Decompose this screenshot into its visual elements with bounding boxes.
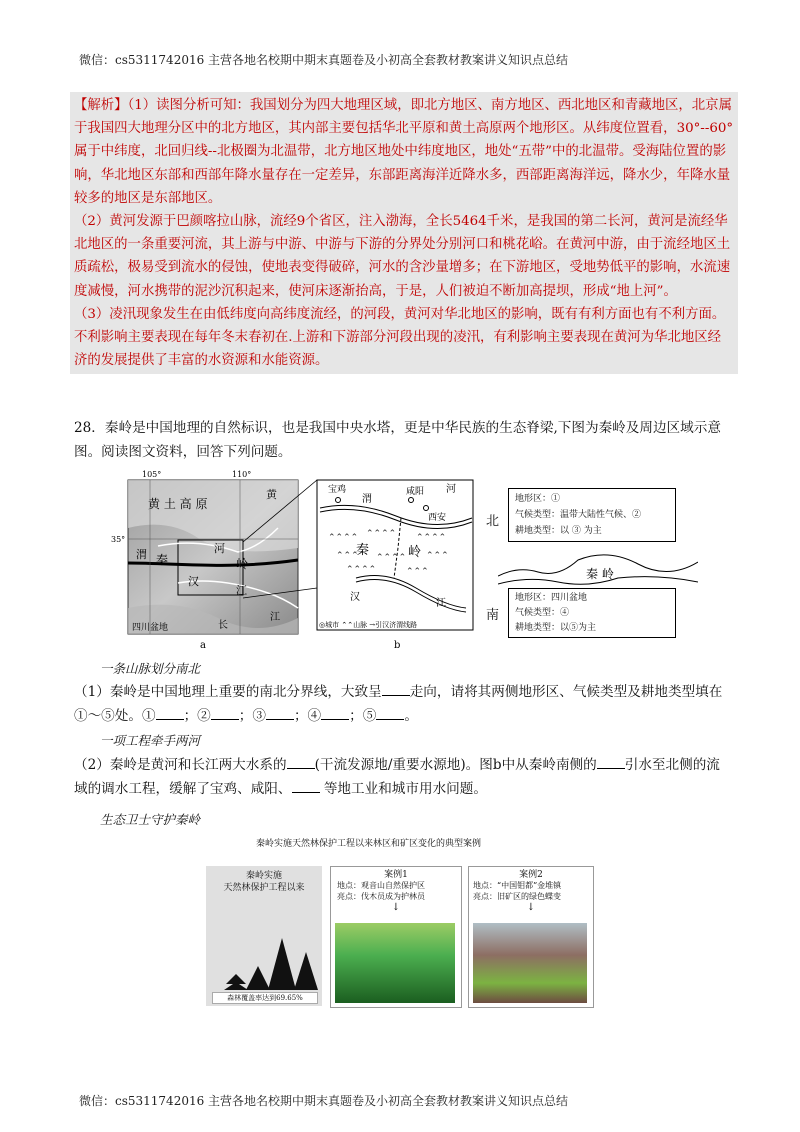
section-3-heading: 生态卫士守护秦岭 [100,812,201,827]
map-a-wei-label: 渭 [136,548,147,561]
svg-text:⌃⌃⌃⌃: ⌃⌃⌃⌃ [346,565,377,575]
map-a-chang-label: 长 [218,620,228,631]
question-2: （2）秦岭是黄河和长江两大水系的 (干流发源地/重要水源地)。图b中从秦岭南侧的 引水至北侧的流域的调水工程，缓解了宝鸡、咸阳、 等地工业和城市用水问题。 [74,757,720,797]
forest-photo [335,923,455,1003]
map-a-han-label: 汉 [188,575,199,588]
svg-text:⌃⌃⌃: ⌃⌃⌃ [336,551,359,561]
analysis-part-1: （1）读图分析可知：我国划分为四大地理区域，即北方地区、南方地区、西北地区和青藏地区，北京属于我国四大地理分区中的北方地区，其内部主要包括华北平原和黄土高原两个地形区。从纬度位置看，30°--60°属于中纬度，北回归线--北极圈为北温带，北方地区地处中纬度地区，地处“五带”中的北温带。受海陆位置的影响，华北地区东部和西部年降水量存在一定差异，东部距离海洋近降水多，西部距离海洋远，降水少，年降水量较多的地区是东部地区。 [74,98,734,206]
forest-chart-title: 秦岭实施 天然林保护工程以来 [223,871,305,893]
south-label: 南 [486,608,500,623]
svg-text:⌃⌃⌃⌃: ⌃⌃⌃⌃ [416,533,447,543]
svg-text:⌃⌃⌃: ⌃⌃⌃ [406,567,429,577]
svg-text:⌃⌃⌃: ⌃⌃⌃ [426,551,449,561]
case-figure [206,834,594,1014]
map-b-jiang-label: 江 [436,598,446,609]
mountain-label: 秦 岭 [586,567,614,581]
answer-blank-south-river[interactable] [597,756,625,769]
map-a-loess-label: 黄 土 高 原 [148,497,208,511]
map-a-caption: a [200,640,206,650]
forest-chart [206,866,322,1006]
map-a-lat: 35° [111,535,126,544]
map-b-legend: ◎城市 ⌃⌃山脉 →引汉济渭线路 [319,621,418,629]
map-a-lon1: 105° [142,470,162,479]
svg-text:⌃⌃⌃⌃: ⌃⌃⌃⌃ [366,529,397,539]
svg-text:⌃⌃⌃⌃: ⌃⌃⌃⌃ [328,533,359,543]
map-a-jiang-label: 江 [236,584,247,597]
map-b-baoji-label: 宝鸡 [328,485,347,495]
map-b-ling-label: 岭 [408,545,422,560]
map-b-caption: b [394,640,401,650]
profile-diagram [484,484,704,634]
map-b-qin-label: 秦 [356,543,370,558]
analysis-tag: 【解析】 [74,98,128,113]
tree-icons [206,894,322,994]
svg-text:⌃⌃⌃⌃: ⌃⌃⌃⌃ [376,553,407,563]
answer-blank-source[interactable] [287,756,315,769]
case-1-box: 案例1 地点：观音山自然保护区 亮点：伐木员成为护林员 ↓ [330,866,462,1008]
map-a-qin-label: 秦 [156,553,169,567]
section-1-heading: 一条山脉划分南北 [100,661,201,676]
mountain-profile [498,546,698,590]
map-a-ling-label: 岭 [236,557,249,571]
case-title: 秦岭实施天然林保护工程以来林区和矿区变化的典型案例 [256,839,482,849]
analysis-block [70,92,738,374]
map-a-he-label: 河 [214,542,225,555]
map-b-he-label: 河 [446,484,456,495]
section-2-heading: 一项工程牵手两河 [100,733,201,748]
map-a-huang-label: 黄 [266,488,277,501]
question-1: （1）秦岭是中国地理上重要的南北分界线，大致呈 走向，请将其两侧地形区、气候类型及耕地类型填在①～⑤处。① ；② ；③ ；④ ；⑤ 。 [74,684,723,724]
page-footer: 微信：cs5311742016 主营各地名校期中期末真题卷及小初高全套教材教案讲义知识点总结 [79,1094,569,1108]
answer-blank-3[interactable] [266,707,294,720]
answer-blank-city[interactable] [292,780,320,793]
forest-coverage-caption: 森林覆盖率达到69.65% [212,992,318,1004]
answer-blank-4[interactable] [321,707,349,720]
question-28-intro: 28．秦岭是中国地理的自然标识，也是我国中央水塔，更是中华民族的生态脊梁,下图为秦岭及周边区域示意图。阅读图文资料，回答下列问题。 [74,420,721,460]
map-b-han-label: 汉 [350,592,360,603]
map-connector [243,470,323,600]
page-header: 微信：cs5311742016 主营各地名校期中期末真题卷及小初高全套教材教案讲义知识点总结 [79,53,569,67]
analysis-part-2: （2）黄河发源于巴颜喀拉山脉，流经9个省区，注入渤海，全长5464千米，是我国的第二长河，黄河是流经华北地区的一条重要河流，其上游与中游、中游与下游的分界处分别河口和桃花峪。在黄河中游，由于流经地区土质疏松，极易受到流水的侵蚀，使地表变得破碎，河水的含沙量增多；在下游地区，受地势低平的影响，水流速度减慢，河水携带的泥沙沉积起来，使河床逐渐抬高，于是，人们被迫不断加高提坝，形成“地上河”。 [74,214,731,299]
north-info-box: 地形区：① 气候类型：温带大陆性气候、② 耕地类型：以 ③ 为主 [508,488,676,542]
south-info-box: 地形区：四川盆地 气候类型：④ 耕地类型：以⑤为主 [508,588,676,638]
answer-blank-2[interactable] [211,707,239,720]
map-a-basin-label: 四川盆地 [132,623,169,633]
analysis-part-3: （3）凌汛现象发生在由低纬度向高纬度流经，的河段，黄河对华北地区的影响，既有有利方面也有不利方面。不利影响主要表现在每年冬末春初在.上游和下游部分河段出现的凌汛，有利影响主要表现在黄河为华北地区经济的发展提供了丰富的水资源和水能资源。 [74,306,726,369]
case-2-box: 案例2 地点：“中国钼都”金堆镇 亮点：旧矿区的绿色蝶变 ↓ [468,866,594,1008]
answer-blank-5[interactable] [376,707,404,720]
mine-photo [473,923,587,1003]
map-b [316,478,476,650]
map-b-wei-label: 渭 [362,494,372,505]
answer-blank-direction[interactable] [382,683,410,696]
answer-blank-1[interactable] [156,707,184,720]
map-a-lon2: 110° [232,470,252,479]
map-b-xianyang-label: 咸阳 [406,487,425,497]
north-label: 北 [486,514,500,529]
map-b-xian-label: 西安 [428,513,447,523]
map-a-jiang2-label: 江 [270,612,280,623]
